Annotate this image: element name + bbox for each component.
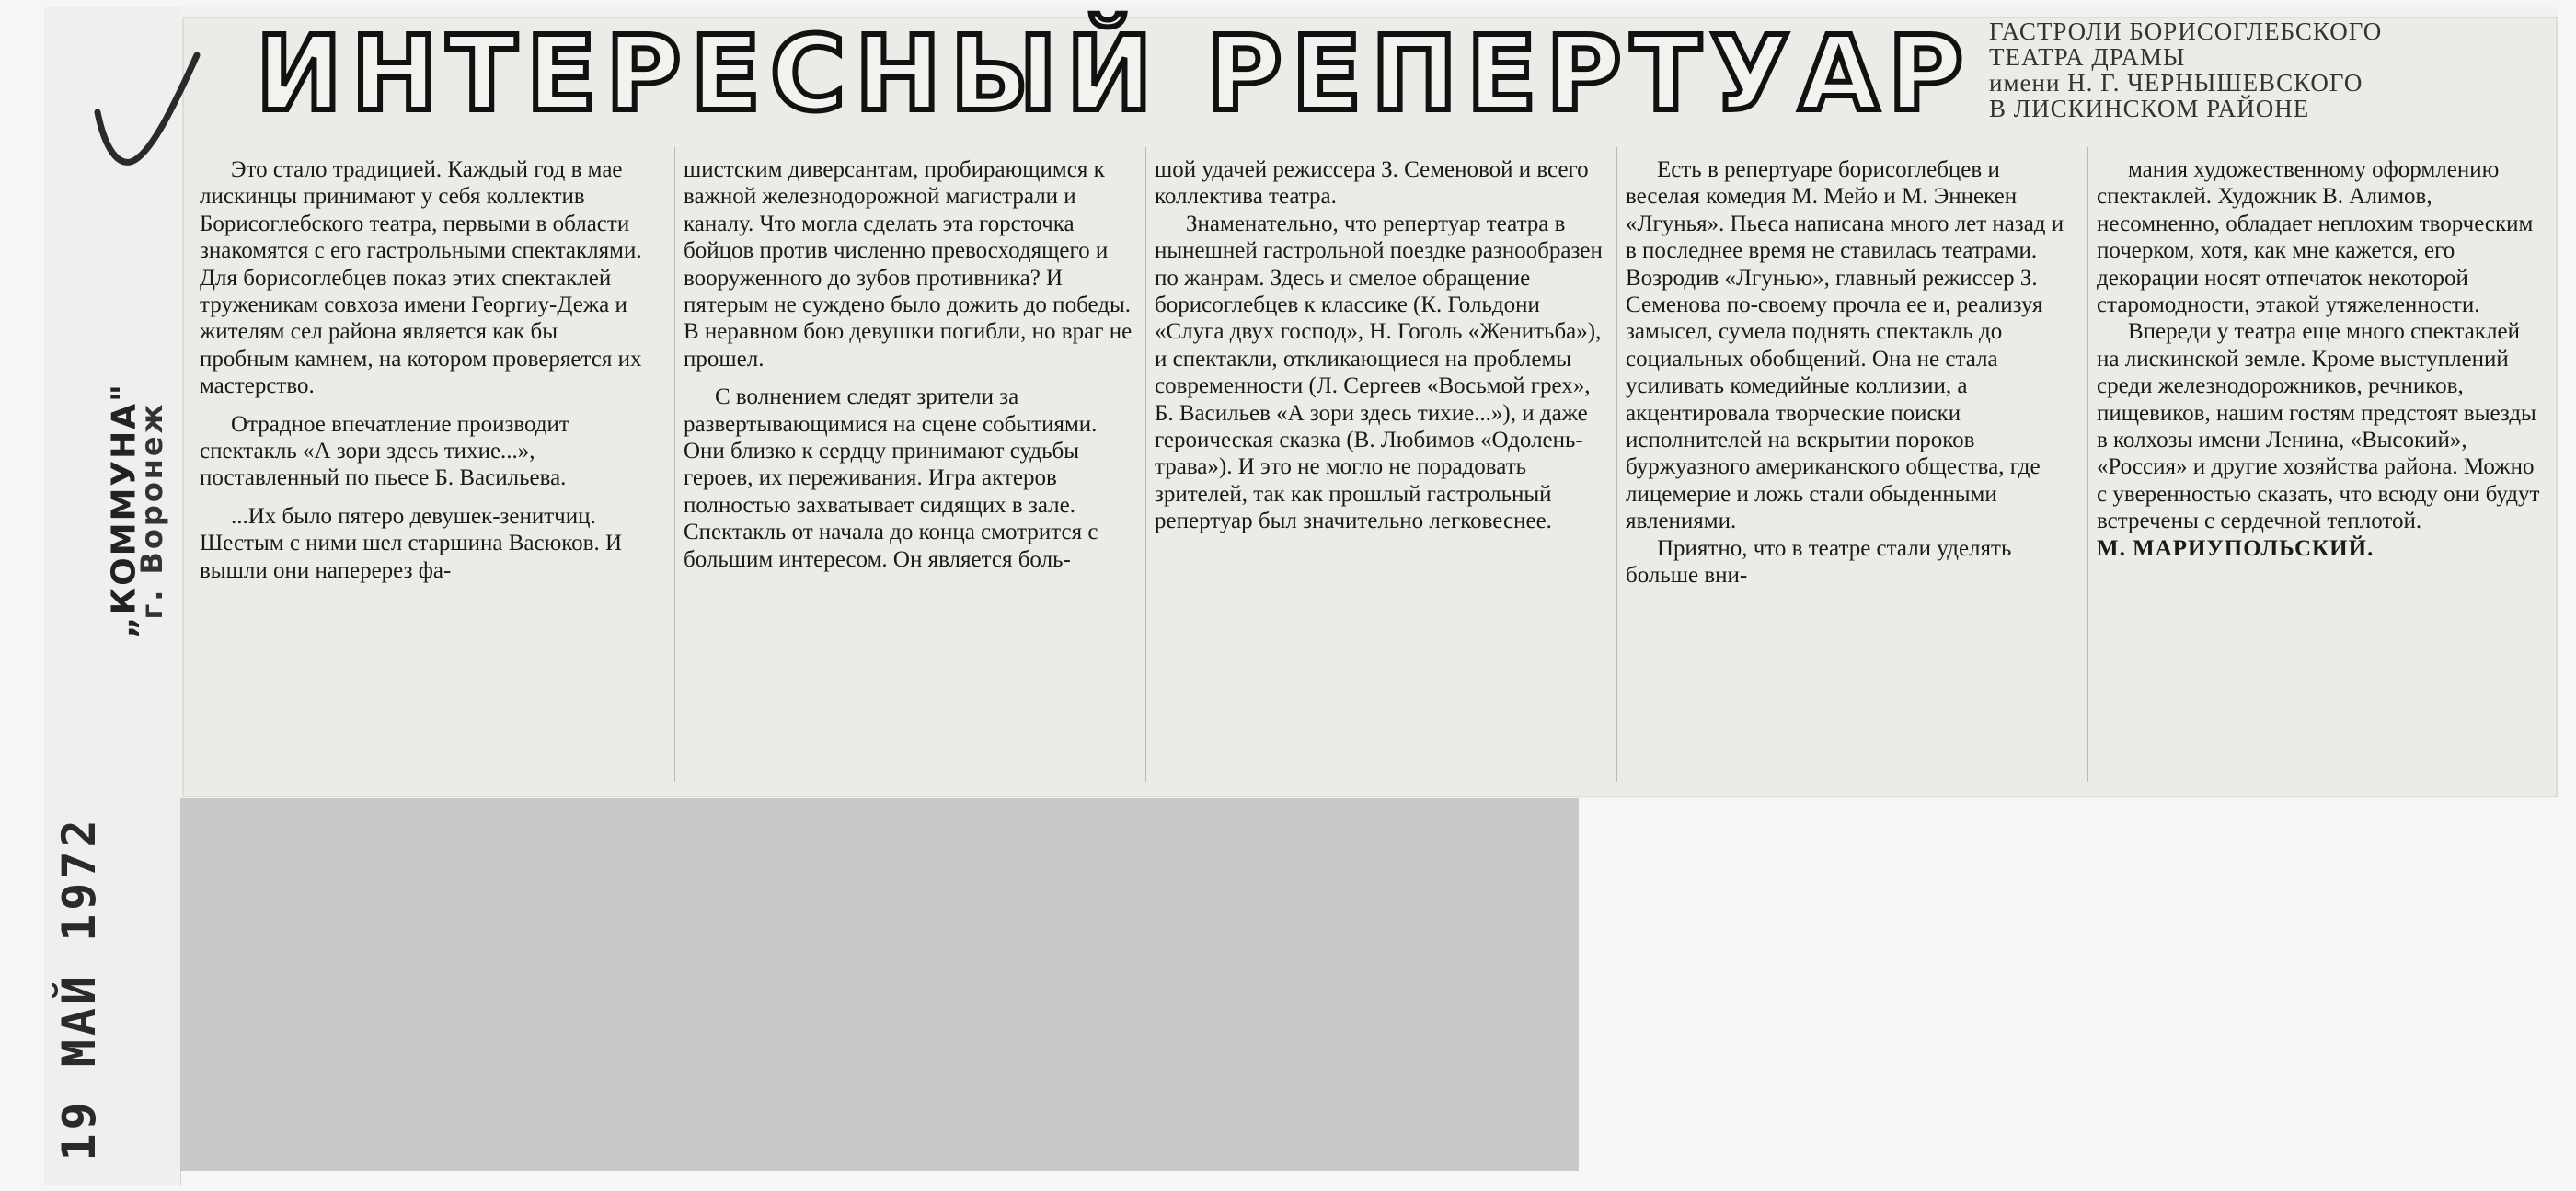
article-headline: ИНТЕРЕСНЫЙ РЕПЕРТУАР (256, 15, 1973, 134)
article-column-5 (2097, 156, 2546, 562)
paragraph: С волнением следят зрители за развертывающимися на сцене событиями. Они близко к сердцу принимают судьбы героев, их переживания. Игра актеров полностью захватывает сидящих в зале. Спектакль от начала до конца смотрится с большим интересом. Он является боль- (684, 384, 1098, 572)
paragraph: мания художественному оформлению спектаклей. Художник В. Алимов, несомненно, обладает неплохим творческим почерком, хотя, как мне кажется, его декорации носят отпечаток некоторой старомодности, этакой утяжеленности. (2097, 157, 2534, 318)
article-subtitle (1989, 18, 2504, 121)
paragraph: Отрадное впечатление производит спектакль «А зори здесь тихие...», поставленный по пьесе Б. Васильева. (200, 411, 569, 491)
paragraph: Приятно, что в театре стали уделять больше вни- (1626, 535, 2012, 589)
paragraph: Это стало традицией. Каждый год в мае лискинцы принимают у себя коллектив Борисоглебского театра, первыми в области знакомятся с его гастрольными спектаклями. Для борисоглебцев показ этих спектаклей труженикам совхоза имени Георгиу-Дежа и жителям сел района является как бы пробным камнем, на котором проверяется их мастерство. (200, 157, 642, 399)
paragraph: шистским диверсантам, пробирающимся к важной железнодорожной магистрали и каналу. Что могла сделать эта горсточка бойцов против численно превосходящего и вооруженного до зубов противника? И пятерым не суждено было дожить до победы. В неравном бою девушки погибли, но враг не прошел. (684, 157, 1133, 372)
author-signature: М. МАРИУПОЛЬСКИЙ. (2097, 535, 2375, 561)
paragraph: Знаменательно, что репертуар театра в нынешней гастрольной поездке разнообразен по жанрам. Здесь и смелое обращение борисоглебцев к классике (К. Гольдони «Слуга двух господ», Н. Гоголь «Женитьба»), и спектакли, откликающиеся на проблемы современности (Л. Сергеев «Восьмой грех», Б. Васильев «А зори здесь тихие...»), и даже героическая сказка (В. Любимов «Одолень-трава»). И это не могло не порадовать зрителей, так как прошлый гастрольный репертуар был значительно легковеснее. (1155, 211, 1603, 534)
column-divider (1145, 147, 1146, 782)
publication-city: г. Воронеж (134, 401, 169, 620)
subtitle-line: ГАСТРОЛИ БОРИСОГЛЕБСКОГО (1989, 17, 2383, 45)
article-column-2 (684, 156, 1133, 573)
paragraph: Есть в репертуаре борисоглебцев и веселая комедия М. Мейо и М. Эннекен «Лгунья». Пьеса написана много лет назад и в последнее время не ставилась театрами. Возродив «Лгунью», главный режиссер З. Семенова по-своему прочла ее и, реализуя замысел, сумела поднять спектакль до социальных обобщений. Она не стала усиливать комедийные коллизии, а акцентировала творческие поиски исполнителей на вскрытии пороков буржуазного американского общества, где лицемерие и ложь стали обыденными явлениями. (1626, 157, 2064, 534)
date-stamp: 19 МАЙ 1972 (52, 816, 106, 1162)
paragraph: ...Их было пятеро девушек-зенитчиц. Шестым с ними шел старшина Васюков. И вышли они наперерез фа- (200, 503, 623, 583)
subtitle-line: В ЛИСКИНСКОМ РАЙОНЕ (1989, 95, 2310, 122)
subtitle-line: имени Н. Г. ЧЕРНЫШЕВСКОГО (1989, 69, 2363, 97)
article-column-3 (1155, 156, 1604, 535)
column-divider (674, 147, 675, 782)
column-divider (2087, 147, 2088, 782)
column-divider (1616, 147, 1617, 782)
subtitle-line: ТЕАТРА ДРАМЫ (1989, 43, 2186, 71)
article-column-4 (1626, 156, 2075, 590)
paragraph: Впереди у театра еще много спектаклей на лискинской земле. Кроме выступлений среди железнодорожников, речников, пищевиков, нашим гостям предстоят выезды в колхозы имени Ленина, «Высокий», «Россия» и другие хозяйства района. Можно с уверенностью сказать, что всюду они будут встречены с сердечной теплотой. (2097, 319, 2540, 534)
publication-name: „КОММУНА" (105, 383, 144, 638)
mount-grey-panel (180, 798, 1579, 1171)
paragraph: шой удачей режиссера З. Семеновой и всего коллектива театра. (1155, 157, 1589, 210)
article-column-1 (200, 156, 649, 584)
handwritten-check-icon (90, 48, 210, 177)
